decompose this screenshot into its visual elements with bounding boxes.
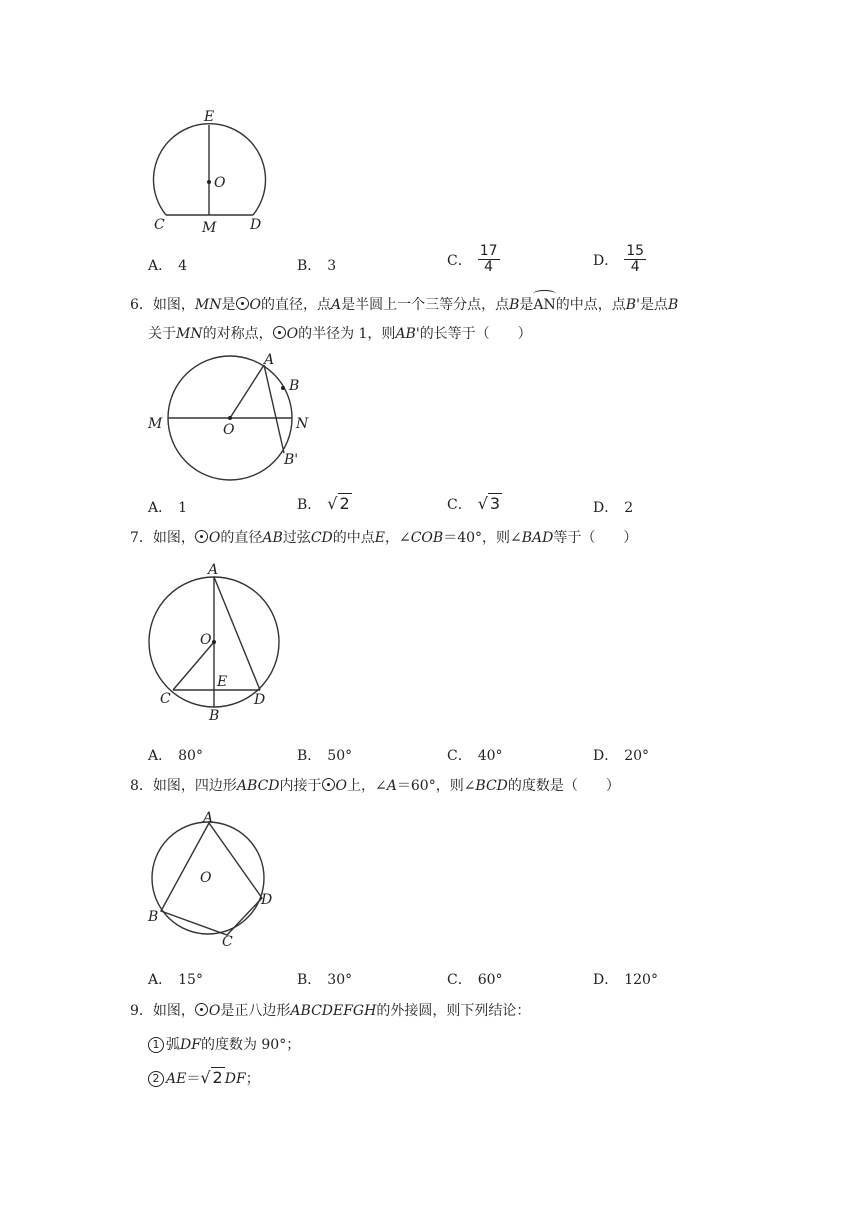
label-C: C bbox=[160, 691, 171, 707]
q6-option-b: B． √ 2 bbox=[297, 494, 350, 513]
q5-option-c: C． $\frac{17}{4}$ bbox=[447, 243, 498, 275]
label-B: B bbox=[289, 378, 300, 394]
label-B-prime: B' bbox=[284, 452, 299, 468]
q5-option-b: B． 3 bbox=[297, 258, 337, 274]
label-C: C bbox=[222, 934, 233, 950]
q8-option-c: C． 60° bbox=[447, 972, 503, 988]
q8-option-a: A． 15° bbox=[148, 972, 203, 988]
q6-option-d: D． 2 bbox=[593, 500, 634, 516]
label-C: C bbox=[154, 217, 165, 233]
label-B: B bbox=[148, 909, 159, 925]
circled-number-2: 2 bbox=[148, 1071, 164, 1087]
label-D: D bbox=[261, 892, 273, 908]
q5-option-d: D． $\frac{15}{4}$ bbox=[593, 243, 645, 275]
q5-option-a: A． 4 bbox=[148, 258, 188, 274]
circle-symbol-icon bbox=[236, 297, 249, 310]
label-O: O bbox=[223, 422, 235, 438]
q7-option-c: C． 40° bbox=[447, 748, 503, 764]
label-D: D bbox=[254, 692, 266, 708]
label-M: M bbox=[148, 416, 163, 432]
q6-stem-line1: 6．如图，MN是 O的直径，点A是半圆上一个三等分点，点B是AN的中点，点B'是点B bbox=[130, 292, 678, 315]
q6-option-c: C． √ 3 bbox=[447, 494, 501, 513]
circled-number-1: 1 bbox=[148, 1037, 164, 1053]
figure-q5 bbox=[140, 105, 280, 240]
circle-symbol-icon bbox=[322, 778, 335, 791]
q8-option-b: B． 30° bbox=[297, 972, 353, 988]
circle-symbol-icon bbox=[195, 1003, 208, 1016]
q6-option-a: A． 1 bbox=[148, 500, 188, 516]
q9-conclusion-2: 2 AE＝√ 2 DF； bbox=[148, 1068, 260, 1089]
label-N: N bbox=[296, 416, 309, 432]
q7-option-d: D． 20° bbox=[593, 748, 650, 764]
q8-option-d: D． 120° bbox=[593, 972, 658, 988]
label-A: A bbox=[208, 562, 219, 578]
q9-stem: 9．如图， O是正八边形ABCDEFGH的外接圆，则下列结论： bbox=[130, 1003, 531, 1019]
q8-stem: 8．如图，四边形ABCD内接于 O上，∠A＝60°，则∠BCD的度数是（ ） bbox=[130, 778, 620, 794]
q7-option-a: A． 80° bbox=[148, 748, 203, 764]
label-O: O bbox=[200, 870, 212, 886]
label-A: A bbox=[203, 810, 214, 826]
q6-stem-line2: 关于MN的对称点， O的半径为 1，则AB'的长等于（ ） bbox=[148, 326, 532, 342]
label-E: E bbox=[217, 674, 228, 690]
circle-symbol-icon bbox=[273, 326, 286, 339]
label-E: E bbox=[204, 109, 215, 125]
arc-symbol: AN bbox=[533, 292, 555, 315]
figure-q6 bbox=[140, 350, 320, 490]
label-A: A bbox=[264, 352, 275, 368]
figure-q7 bbox=[140, 560, 290, 730]
label-O: O bbox=[214, 175, 226, 191]
q7-option-b: B． 50° bbox=[297, 748, 353, 764]
label-M: M bbox=[202, 220, 217, 236]
label-O: O bbox=[200, 632, 212, 648]
label-D: D bbox=[250, 217, 262, 233]
figure-q8 bbox=[140, 808, 290, 953]
q7-stem: 7．如图， O的直径AB过弦CD的中点E，∠COB＝40°，则∠BAD等于（ ） bbox=[130, 530, 638, 546]
q9-conclusion-1: 1 弧DF的度数为 90°； bbox=[148, 1035, 300, 1055]
circle-symbol-icon bbox=[195, 530, 208, 543]
label-B: B bbox=[209, 708, 220, 724]
